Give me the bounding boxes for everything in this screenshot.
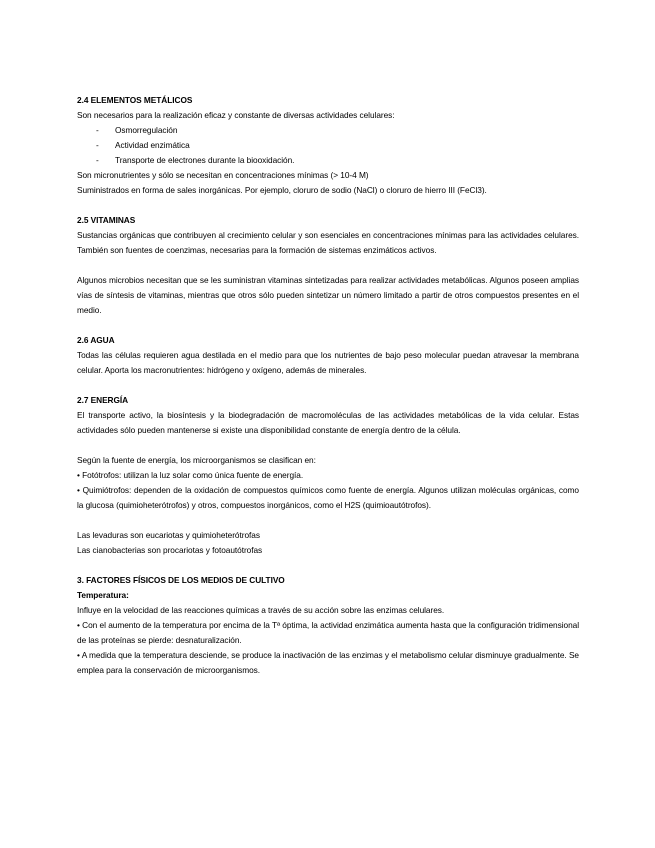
energia-p1: El transporte activo, la biosíntesis y la biodegradación de macromoléculas de las actividades metabólicas de la vida celular. Estas actividades sólo pueden mantenerse si existe una disponibilidad constante de energía dentro de la célula. [77,410,579,435]
vitaminas-p1: Sustancias orgánicas que contribuyen al crecimiento celular y son esenciales en concentraciones mínimas para las actividades celulares. También son fuentes de coenzimas, necesarias para la formación de sistemas enzimáticos activos. [77,230,579,255]
heading-energia: 2.7 ENERGÍA [77,395,129,405]
elementos-metalicos-p2: Suministrados en forma de sales inorgánicas. Por ejemplo, cloruro de sodio (NaCl) o cloruro de hierro III (FeCl3). [77,185,487,195]
energia-bullet-fototrofos: • Fotótrofos: utilizan la luz solar como única fuente de energía. [77,470,304,480]
temperatura-bullet-aumento: • Con el aumento de la temperatura por encima de la Tª óptima, la actividad enzimática aumenta hasta que la configuración tridimensional de las proteínas se pierde: desnaturalización. [77,620,579,645]
energia-bullet-quimiotrofos: • Quimiótrofos: dependen de la oxidación de compuestos químicos como fuente de energía. Algunos utilizan moléculas orgánicas, como la glucosa (quimioheterótrofos) y otros, compuestos inorgánicos, como el H2S (quimioautótrofos). [77,485,579,510]
elementos-metalicos-p1: Son micronutrientes y sólo se necesitan en concentraciones mínimas (> 10-4 M) [77,170,369,180]
temperatura-bullet-descenso: • A medida que la temperatura desciende, se produce la inactivación de las enzimas y el metabolismo celular disminuye gradualmente. Se emplea para la conservación de microorganismos. [77,650,579,675]
heading-agua: 2.6 AGUA [77,335,115,345]
list-item: - Osmorregulación [96,125,178,135]
elementos-metalicos-list [77,123,579,168]
agua-p1: Todas las células requieren agua destilada en el medio para que los nutrientes de bajo peso molecular puedan atravesar la membrana celular. Aporta los macronutrientes: hidrógeno y oxígeno, además de minerales. [77,350,579,375]
elementos-metalicos-intro: Son necesarios para la realización eficaz y constante de diversas actividades celulares: [77,110,395,120]
energia-p2: Según la fuente de energía, los microorganismos se clasifican en: [77,455,316,465]
subheading-temperatura: Temperatura: [77,590,129,600]
heading-vitaminas: 2.5 VITAMINAS [77,215,136,225]
vitaminas-p2: Algunos microbios necesitan que se les suministran vitaminas sintetizadas para realizar actividades metabólicas. Algunos poseen amplias vías de síntesis de vitaminas, mientras que otros sólo pueden sintetizar un número limitado a partir de otros compuestos presentes en el medio. [77,275,579,315]
heading-factores-fisicos: 3. FACTORES FÍSICOS DE LOS MEDIOS DE CULTIVO [77,575,285,585]
energia-levaduras: Las levaduras son eucariotas y quimioheterótrofas [77,530,260,540]
document-page [77,93,579,678]
temperatura-p1: Influye en la velocidad de las reacciones químicas a través de su acción sobre las enzimas celulares. [77,605,445,615]
energia-cianobacterias: Las cianobacterias son procariotas y fotoautótrofas [77,545,263,555]
list-item: - Actividad enzimática [96,140,190,150]
heading-elementos-metalicos: 2.4 ELEMENTOS METÁLICOS [77,95,193,105]
list-item: - Transporte de electrones durante la biooxidación. [96,155,295,165]
